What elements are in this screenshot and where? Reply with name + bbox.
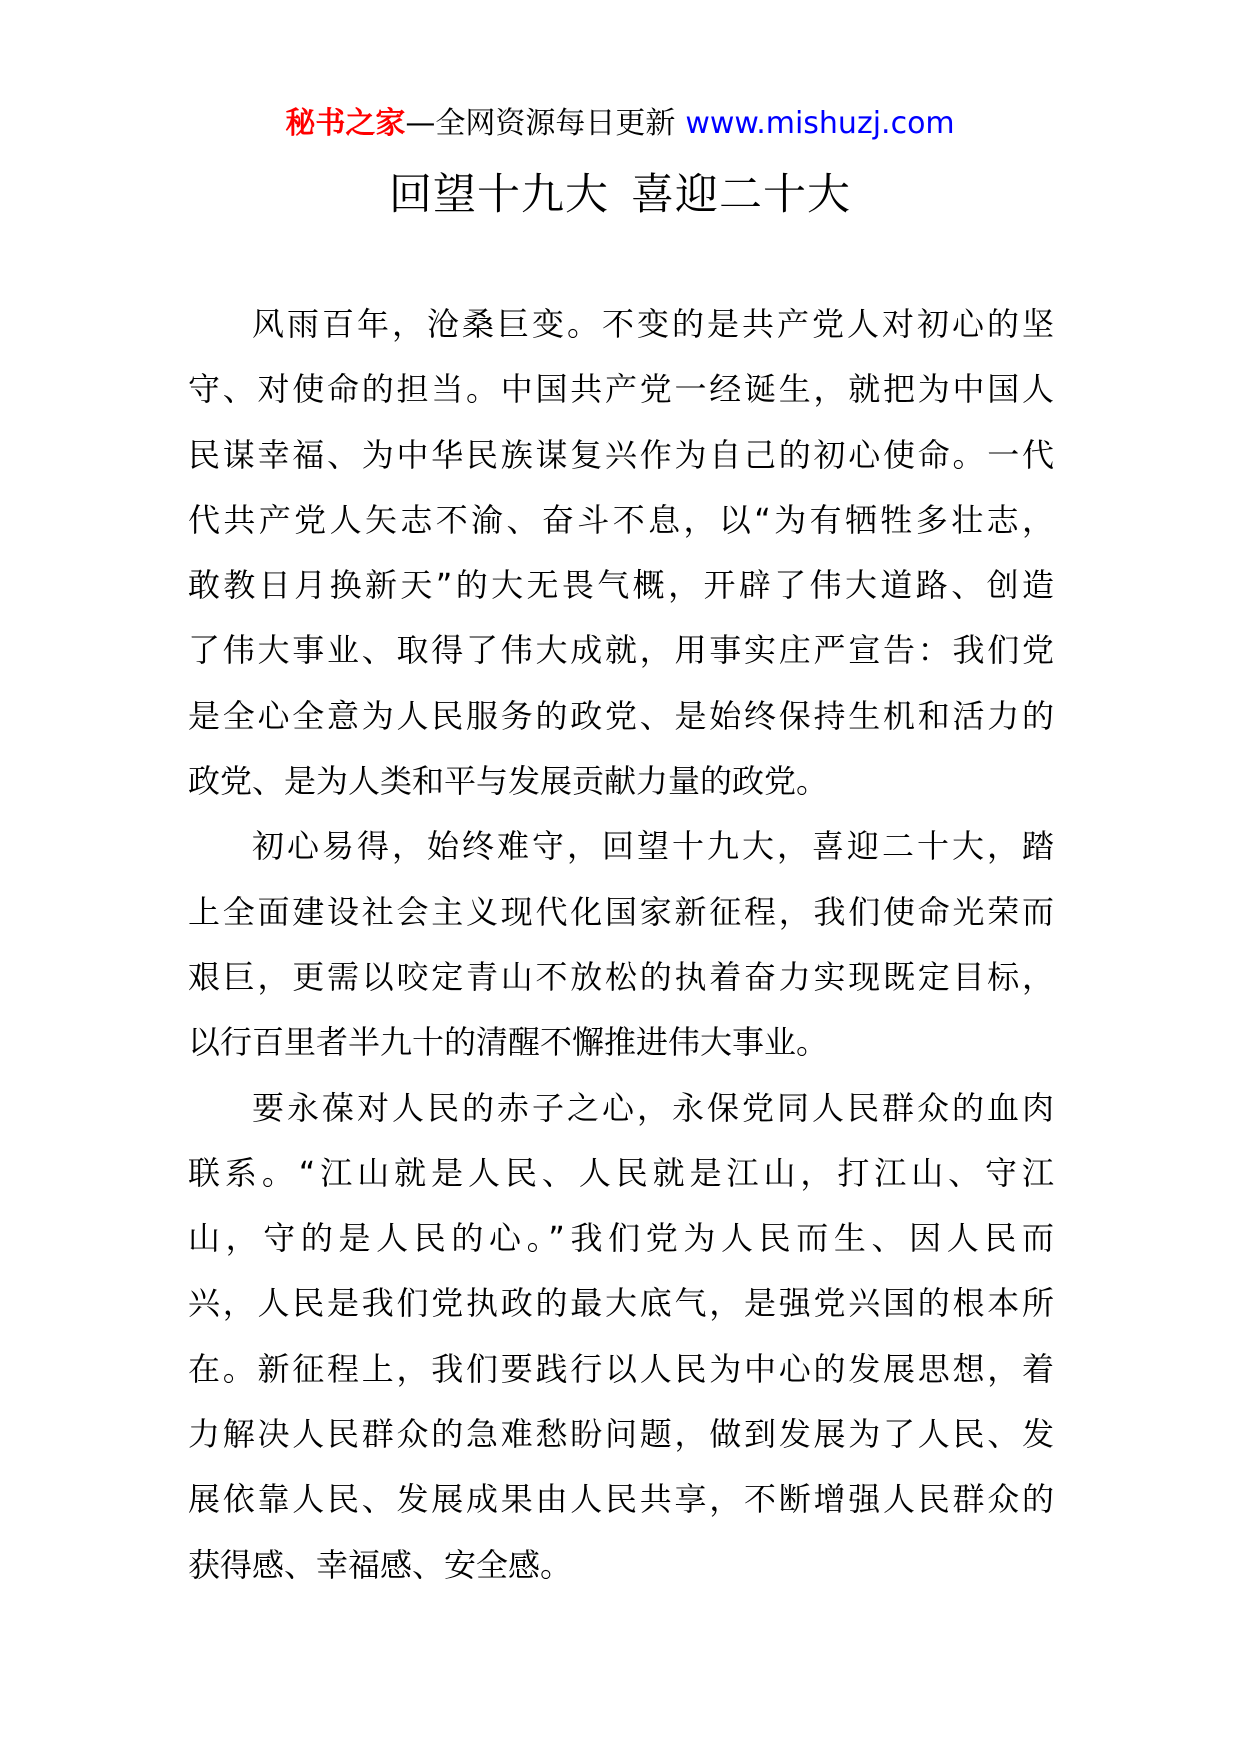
text-line: 展依靠人民、发展成果由人民共享，不断增强人民群众的 [188, 1480, 1054, 1519]
paragraph-1 [188, 292, 1054, 814]
text-line: 联系。“江山就是人民、人民就是江山，打江山、守江 [188, 1153, 1054, 1192]
text-line: 代共产党人矢志不渝、奋斗不息，以“为有牺牲多壮志， [188, 500, 1054, 539]
document-body [188, 292, 1054, 1598]
paragraph-2 [188, 814, 1054, 1075]
text-line: 民谋幸福、为中华民族谋复兴作为自己的初心使命。一代 [188, 435, 1054, 474]
site-url-link[interactable]: www.mishuzj.com [685, 106, 955, 141]
text-line: 在。新征程上，我们要践行以人民为中心的发展思想，着 [188, 1349, 1054, 1388]
text-line: 兴，人民是我们党执政的最大底气，是强党兴国的根本所 [188, 1284, 1054, 1323]
text-line: 上全面建设社会主义现代化国家新征程，我们使命光荣而 [188, 892, 1054, 931]
text-line: 获得感、幸福感、安全感。 [188, 1545, 573, 1584]
text-line: 守、对使命的担当。中国共产党一经诞生，就把为中国人 [188, 370, 1054, 409]
text-line: 政党、是为人类和平与发展贡献力量的政党。 [188, 762, 829, 801]
text-line: 以行百里者半九十的清醒不懈推进伟大事业。 [188, 1023, 829, 1062]
text-line: 初心易得，始终难守，回望十九大，喜迎二十大，踏 [252, 827, 1054, 866]
text-line: 山，守的是人民的心。”我们党为人民而生、因人民而 [188, 1219, 1054, 1258]
text-line: 艰巨，更需以咬定青山不放松的执着奋力实现既定目标， [188, 957, 1054, 996]
paragraph-3 [188, 1076, 1054, 1598]
title-part-1: 回望十九大 [389, 170, 609, 220]
site-header [0, 102, 1240, 146]
text-line: 了伟大事业、取得了伟大成就，用事实庄严宣告：我们党 [188, 631, 1054, 670]
text-line: 敢教日月换新天”的大无畏气概，开辟了伟大道路、创造 [188, 566, 1054, 605]
text-line: 力解决人民群众的急难愁盼问题，做到发展为了人民、发 [188, 1415, 1054, 1454]
text-line: 风雨百年，沧桑巨变。不变的是共产党人对初心的坚 [252, 305, 1054, 343]
text-line: 是全心全意为人民服务的政党、是始终保持生机和活力的 [188, 696, 1054, 735]
title-part-2: 喜迎二十大 [631, 170, 851, 220]
brand-name: 秘书之家 [285, 106, 406, 141]
document-title [0, 165, 1240, 225]
header-tagline: —全网资源每日更新 [405, 106, 676, 141]
text-line: 要永葆对人民的赤子之心，永保党同人民群众的血肉 [252, 1088, 1054, 1127]
